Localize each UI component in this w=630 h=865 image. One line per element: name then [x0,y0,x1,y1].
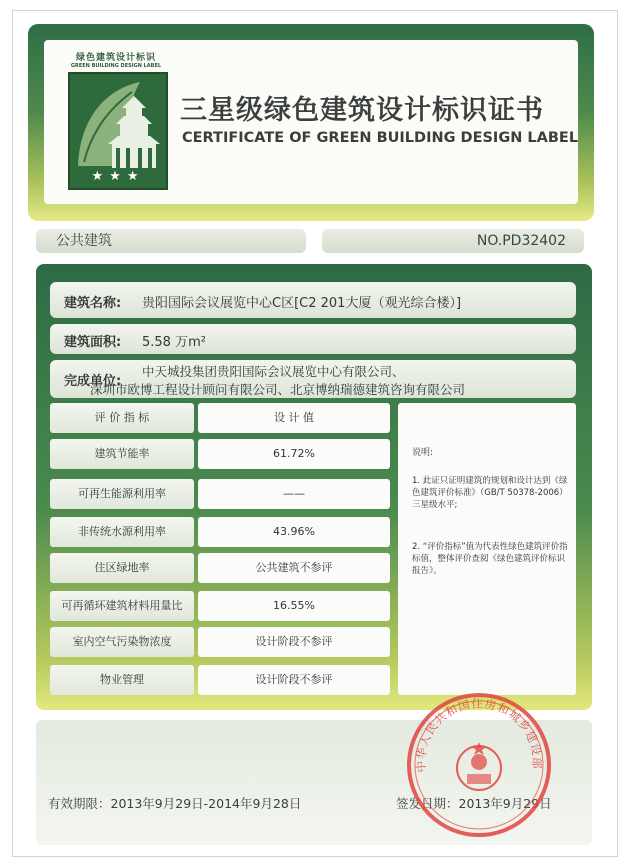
validity-period: 有效期限：2013年9月29日-2014年9月28日 [48,796,302,811]
table-row [50,591,390,621]
value-cell: 设计阶段不参评 [198,665,390,695]
table-header-row [50,403,390,433]
building-category: 公共建筑 [36,229,306,253]
indicator-cell: 住区绿地率 [50,553,194,583]
certificate-title-en: CERTIFICATE OF GREEN BUILDING DESIGN LABEL [182,130,579,146]
building-name-value: 贵阳国际会议展览中心C区[C2 201大厦（观光综合楼）] [142,296,462,311]
indicator-header: 评 价 指 标 [50,403,194,433]
value-cell: 设计阶段不参评 [198,627,390,657]
indicator-cell: 建筑节能率 [50,439,194,469]
indicator-cell: 物业管理 [50,665,194,695]
table-row [50,517,390,547]
note-1: 1. 此证只证明建筑的规划和设计达到《绿色建筑评价标准》（GB/T 50378-2006）三星级水平; [412,476,568,510]
temple-leaf-icon [68,72,168,190]
indicator-cell: 室内空气污染物浓度 [50,627,194,657]
building-area-label: 建筑面积: [64,335,122,350]
table-row [50,665,390,695]
official-seal-icon [404,690,554,840]
notes-panel [398,403,576,695]
three-stars-icon: ★★★ [91,169,145,184]
seal-text: 中华人民共和国住房和城乡建设部 [413,696,545,774]
certificate-number: NO.PD32402 [322,229,584,253]
completion-unit-line-2: 深圳市欧博工程设计顾问有限公司、北京博纳瑞德建筑咨询有限公司 [90,382,466,397]
note-2: 2. “评价指标”值为代表性绿色建筑评价指标值，整体评价查阅《绿色建筑评价标识报告》。 [412,542,568,576]
completion-unit-line-1: 中天城投集团贵阳国际会议展览中心有限公司、 [142,364,405,379]
indicator-cell: 可再生能源利用率 [50,479,194,509]
issue-date: 签发日期：2013年9月29日 [396,796,552,811]
logo-text-cn: 绿色建筑设计标识 [75,53,156,63]
value-cell: —— [198,479,390,509]
value-cell: 公共建筑不参评 [198,553,390,583]
value-cell: 16.55% [198,591,390,621]
table-row [50,627,390,657]
indicator-cell: 可再循环建筑材料用量比 [50,591,194,621]
value-cell: 43.96% [198,517,390,547]
completion-unit-row [50,360,576,398]
notes-title: 说明: [412,448,434,458]
design-value-header: 设 计 值 [198,403,390,433]
logo-text-en: GREEN BUILDING DESIGN LABEL [70,63,162,69]
table-row [50,479,390,509]
building-area-value: 5.58 万m² [142,335,206,350]
building-name-label: 建筑名称: [64,296,122,311]
building-name-row [50,282,576,318]
building-area-row [50,324,576,354]
table-row [50,439,390,469]
green-building-logo [66,50,166,190]
value-cell: 61.72% [198,439,390,469]
completion-unit-label: 完成单位: [64,374,122,389]
certificate-title-cn: 三星级绿色建筑设计标识证书 [180,95,544,126]
table-row [50,553,390,583]
indicator-cell: 非传统水源利用率 [50,517,194,547]
